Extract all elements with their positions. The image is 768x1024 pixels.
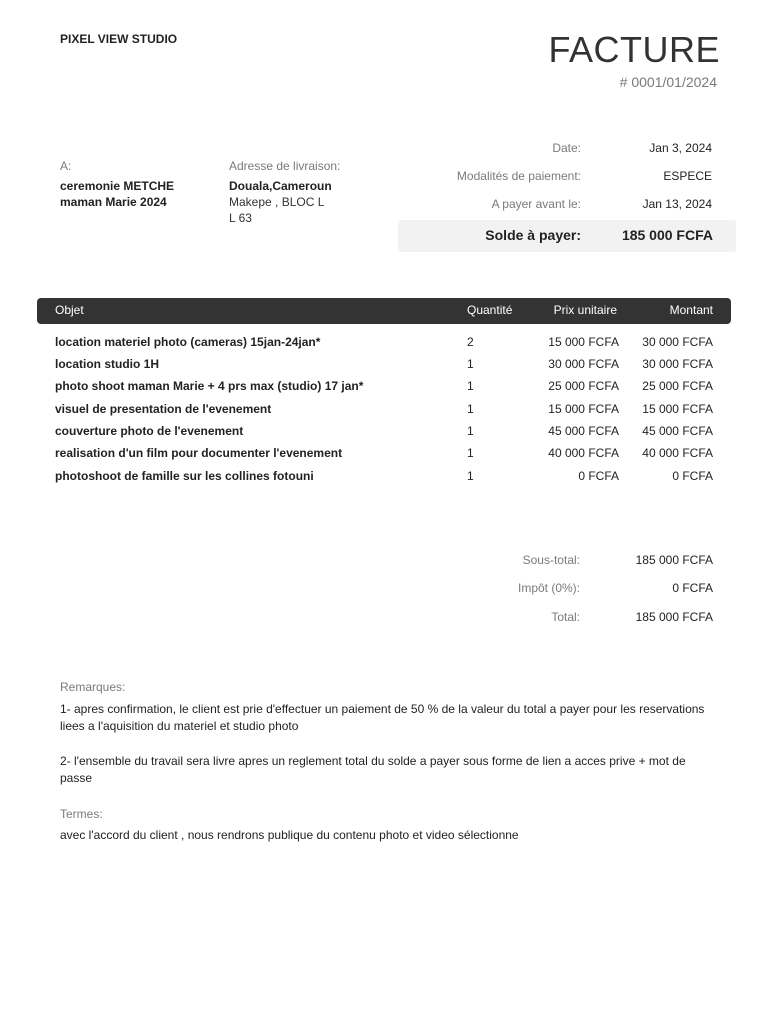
item-description: visuel de presentation de l'evenement [55, 402, 272, 416]
tax-row [413, 581, 713, 609]
column-header-amount: Montant [669, 303, 713, 317]
item-amount: 0 FCFA [672, 469, 713, 483]
meta-value: Jan 3, 2024 [649, 141, 712, 155]
meta-row-payment-terms [292, 169, 712, 197]
column-header-quantity: Quantité [467, 303, 513, 317]
meta-label: A payer avant le: [491, 197, 581, 211]
item-quantity: 1 [467, 424, 474, 438]
column-header-item: Objet [55, 303, 84, 317]
document-title: FACTURE [548, 29, 720, 70]
item-amount: 45 000 FCFA [642, 424, 713, 438]
table-row [55, 446, 715, 468]
items-table-header [37, 298, 731, 324]
item-unit-price: 25 000 FCFA [548, 379, 619, 393]
subtotal-row [413, 553, 713, 581]
item-unit-price: 45 000 FCFA [548, 424, 619, 438]
subtotal-value: 185 000 FCFA [635, 553, 713, 567]
invoice-number: # 0001/01/2024 [619, 74, 717, 90]
terms-label: Termes: [60, 807, 103, 821]
item-description: photoshoot de famille sur les collines fotouni [55, 469, 314, 483]
table-row [55, 402, 715, 424]
company-name: PIXEL VIEW STUDIO [60, 32, 178, 46]
table-row [55, 357, 715, 379]
item-amount: 15 000 FCFA [642, 402, 713, 416]
item-unit-price: 30 000 FCFA [548, 357, 619, 371]
item-unit-price: 15 000 FCFA [548, 335, 619, 349]
shipping-label: Adresse de livraison: [229, 159, 341, 173]
item-quantity: 1 [467, 357, 474, 371]
item-description: realisation d'un film pour documenter l'evenement [55, 446, 343, 460]
item-quantity: 1 [467, 402, 474, 416]
table-row [55, 335, 715, 357]
remark-2: 2- l'ensemble du travail sera livre apres un reglement total du solde a payer sous forme de lien a acces prive + mot de passe [60, 754, 686, 785]
item-unit-price: 15 000 FCFA [548, 402, 619, 416]
meta-value: ESPECE [663, 169, 712, 183]
item-description: location materiel photo (cameras) 15jan-24jan* [55, 335, 321, 349]
balance-due-value: 185 000 FCFA [621, 227, 713, 243]
table-row [55, 379, 715, 401]
item-quantity: 1 [467, 446, 474, 460]
table-row [55, 424, 715, 446]
item-amount: 30 000 FCFA [642, 335, 713, 349]
meta-label: Date: [552, 141, 581, 155]
bill-to-line: ceremonie METCHE [60, 179, 175, 193]
item-amount: 40 000 FCFA [642, 446, 713, 460]
total-label: Total: [551, 610, 580, 624]
shipping-line: Makepe , BLOC L [229, 195, 325, 209]
remark-1: 1- apres confirmation, le client est prie d'effectuer un paiement de 50 % de la valeur du total a payer pour les reservations liees a l'aquisition du materiel et studio photo [60, 702, 705, 733]
column-header-unit-price: Prix unitaire [553, 303, 617, 317]
shipping-line: L 63 [229, 211, 252, 225]
bill-to-line: maman Marie 2024 [60, 195, 167, 209]
item-amount: 25 000 FCFA [642, 379, 713, 393]
item-quantity: 1 [467, 469, 474, 483]
shipping-name: Douala,Cameroun [229, 179, 332, 193]
total-value: 185 000 FCFA [635, 610, 713, 624]
item-description: location studio 1H [55, 357, 160, 371]
bill-to-block [60, 178, 174, 210]
subtotal-label: Sous-total: [522, 553, 580, 567]
item-quantity: 1 [467, 379, 474, 393]
balance-due-box [398, 220, 736, 252]
remarks-label: Remarques: [60, 680, 126, 694]
total-row [413, 610, 713, 638]
balance-due-label: Solde à payer: [485, 227, 581, 243]
item-description: couverture photo de l'evenement [55, 424, 244, 438]
tax-label: Impôt (0%): [517, 581, 580, 595]
meta-value: Jan 13, 2024 [642, 197, 712, 211]
bill-to-label: A: [60, 159, 72, 173]
item-unit-price: 40 000 FCFA [548, 446, 619, 460]
item-quantity: 2 [467, 335, 474, 349]
table-row [55, 469, 715, 491]
item-unit-price: 0 FCFA [578, 469, 619, 483]
item-amount: 30 000 FCFA [642, 357, 713, 371]
tax-value: 0 FCFA [672, 581, 713, 595]
terms-text: avec l'accord du client , nous rendrons publique du contenu photo et video sélectionne [60, 828, 519, 842]
meta-label: Modalités de paiement: [456, 169, 581, 183]
meta-row-date [292, 141, 712, 169]
item-description: photo shoot maman Marie + 4 prs max (studio) 17 jan* [55, 379, 364, 393]
